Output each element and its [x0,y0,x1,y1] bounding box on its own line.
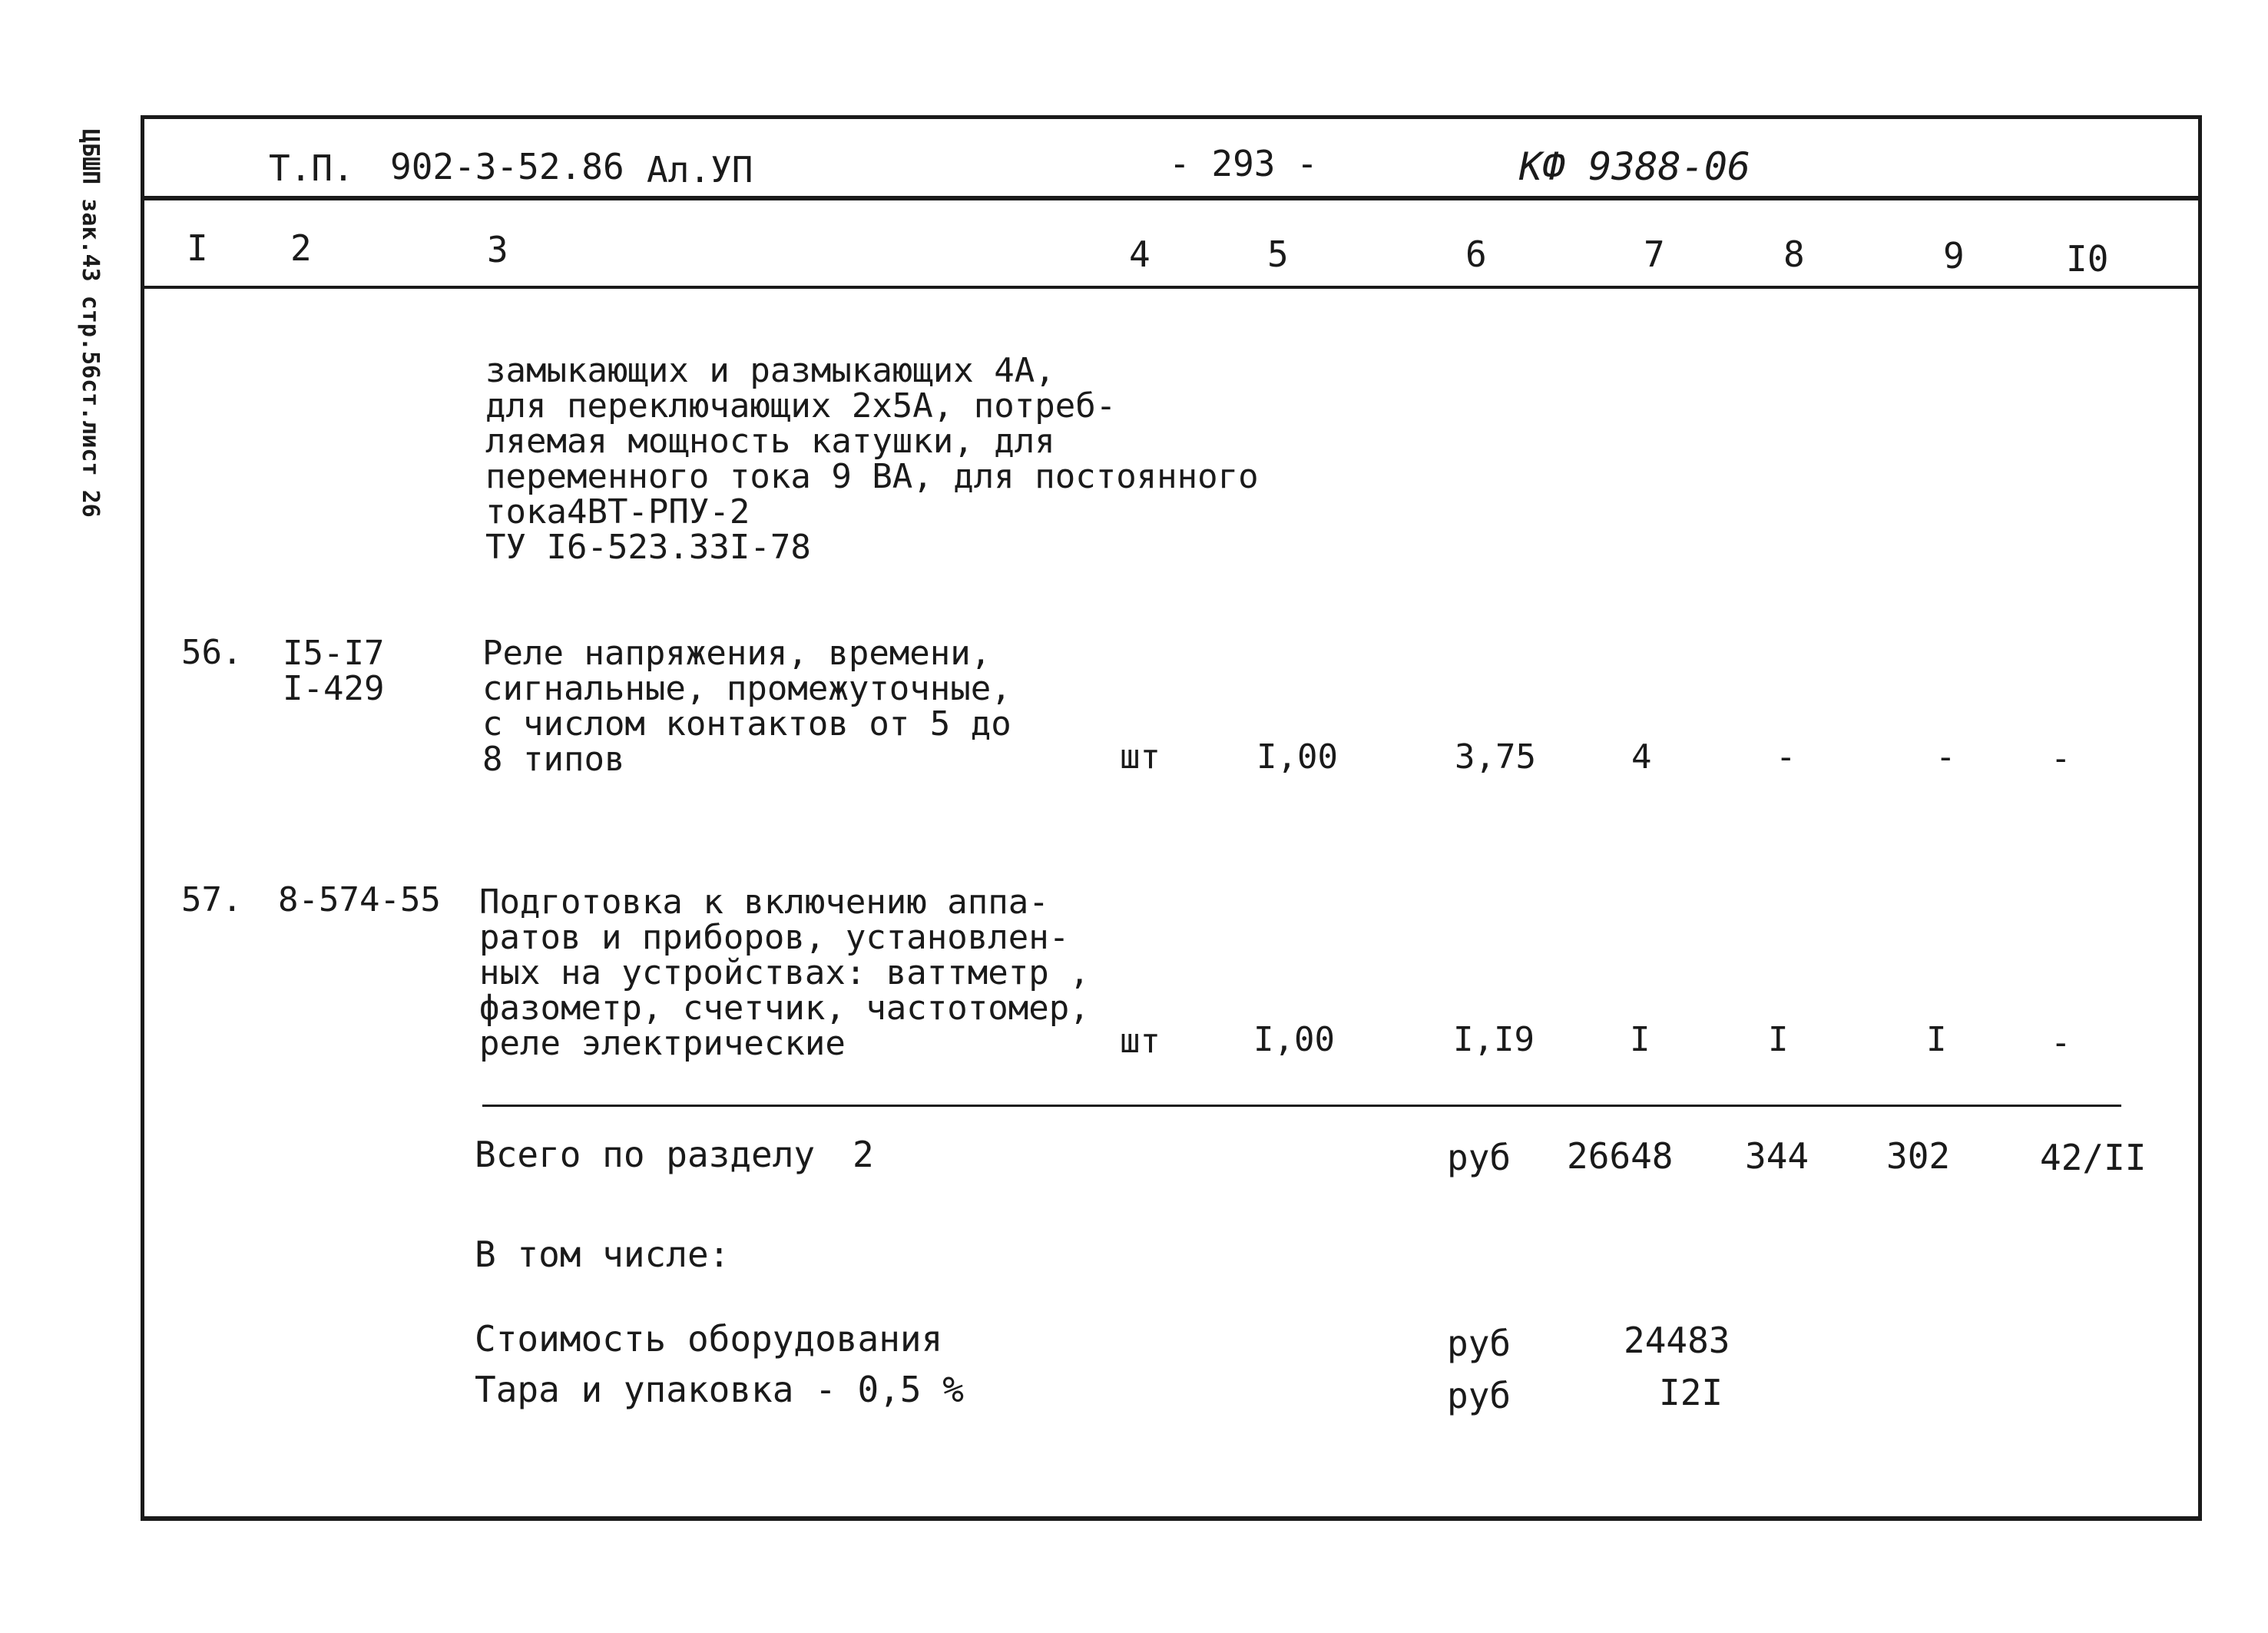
header-album: Ал.УП [647,149,753,190]
including-label: В том числе: [475,1234,730,1275]
column-number-6: 6 [1465,234,1487,275]
column-number-2: 2 [290,227,312,269]
header-doc-code: КФ 9388-06 [1519,144,1751,189]
column-number-8: 8 [1783,234,1805,275]
total-col10: 42/II [2040,1137,2147,1178]
equipment-unit: руб [1447,1323,1511,1364]
row-56-price: 3,75 [1455,737,1536,777]
row-56-description: Реле напряжения, времени, сигнальные, промежуточные, с числом контактов от 5 до 8 типов [482,634,1011,779]
header-divider [141,196,2202,200]
total-label: Всего по разделу [475,1134,816,1175]
row-57-description: Подготовка к включению аппа- ратов и приборов, установлен- ных на устройствах: ваттметр , фазометр, счетчик, частотомер, реле электрические [479,883,1090,1063]
column-number-4: 4 [1129,234,1151,275]
row-57-col8: I [1768,1020,1789,1059]
equipment-label: Стоимость оборудования [475,1318,943,1360]
row-57-qty: I,00 [1253,1020,1335,1059]
column-number-10: I0 [2066,238,2109,280]
row-57-code: 8-574-55 [278,880,441,919]
column-number-7: 7 [1644,234,1665,275]
total-col8: 344 [1745,1135,1809,1177]
header-page-number: - 293 - [1169,143,1318,184]
header-tp: Т.П. [269,147,354,189]
column-header-divider [141,286,2202,289]
summary-divider [482,1105,2121,1107]
row-57-col9: I [1926,1020,1947,1059]
row-56-col10: - [2051,739,2071,778]
column-number-5: 5 [1267,234,1289,275]
total-section-number: 2 [853,1134,874,1175]
row-56-qty: I,00 [1257,737,1338,777]
total-col9: 302 [1886,1135,1951,1177]
row-57-price: I,I9 [1453,1020,1535,1059]
row-56-code: I5-I7 I-429 [283,634,385,708]
side-stamp: ЦБШП зак.43 стр.56ст.лист 26 [77,129,104,518]
row-56-col8: - [1776,737,1796,777]
row-57-number: 57. [181,880,243,919]
packaging-unit: руб [1447,1375,1511,1416]
total-col7: 26648 [1567,1135,1674,1177]
row-56-col7: 4 [1631,737,1652,777]
row-56-number: 56. [181,633,243,672]
total-unit: руб [1447,1137,1511,1178]
packaging-label: Тара и упаковка - 0,5 % [475,1369,964,1410]
packaging-value: I2I [1659,1372,1723,1413]
column-number-1: I [187,227,208,269]
column-number-3: 3 [487,229,508,270]
document-frame [141,115,2202,1521]
row-57-col7: I [1630,1020,1651,1059]
row-57-col10: - [2051,1023,2071,1062]
column-number-9: 9 [1943,235,1965,277]
row-56-col9: - [1935,737,1956,777]
equipment-value: 24483 [1624,1320,1730,1361]
header-project-code: 902-3-52.86 [390,146,624,187]
row-56-unit: шт [1120,737,1160,777]
continuation-description: замыкающих и размыкающих 4А, для переключающих 2х5А, потреб- ляемая мощность катушки, для переменного тока 9 ВА, для постоянного тока4ВТ-РПУ-2 ТУ I6-523.33I-78 [485,351,1259,567]
row-57-unit: шт [1120,1022,1160,1061]
